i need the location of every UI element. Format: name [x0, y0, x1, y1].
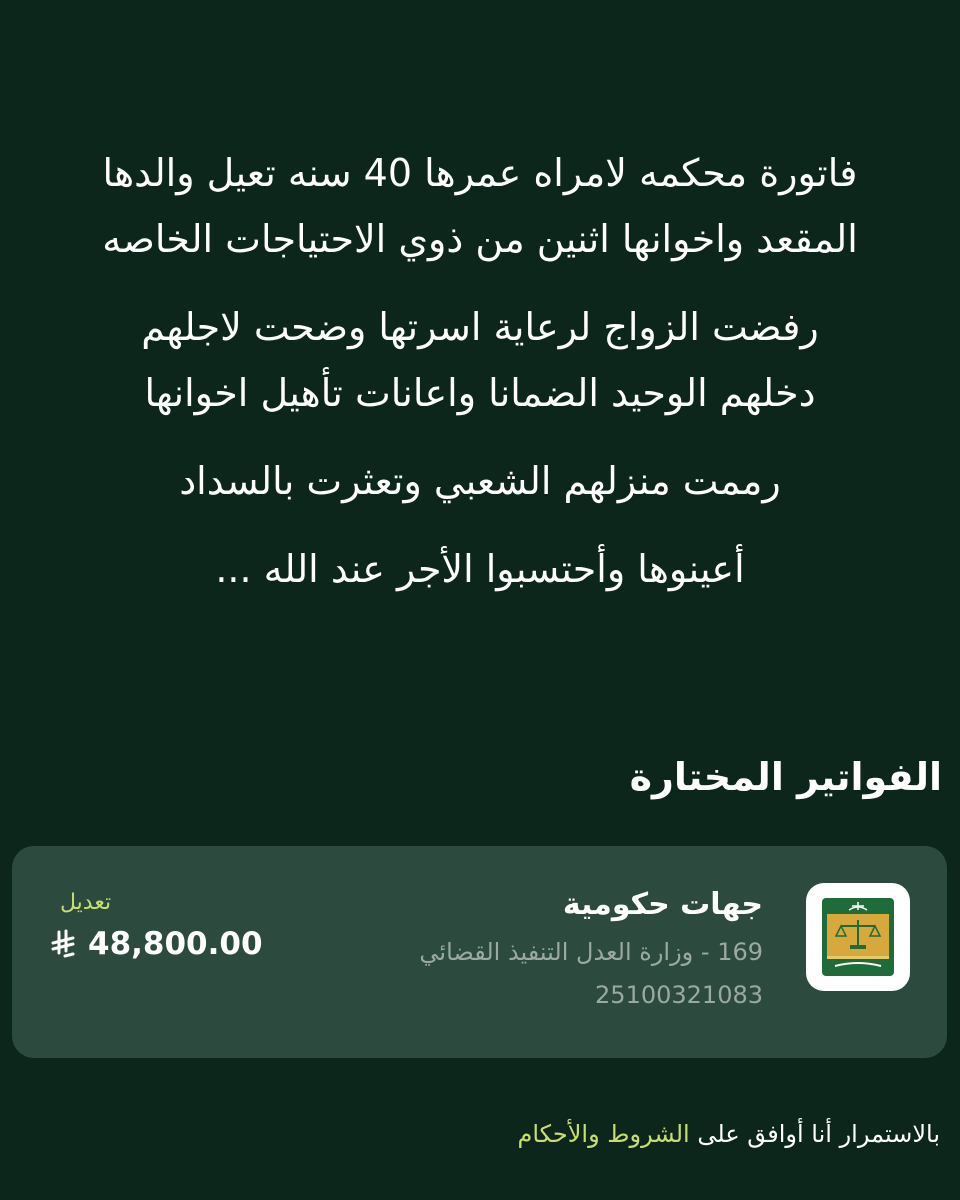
message-line: فاتورة محكمه لامراه عمرها 40 سنه تعيل والدها [102, 151, 858, 195]
terms-prefix: بالاستمرار أنا أوافق على [689, 1120, 940, 1148]
bill-card[interactable] [12, 846, 947, 1058]
bill-amount-block [50, 888, 350, 964]
terms-link[interactable]: الشروط والأحكام [517, 1120, 690, 1148]
saudi-riyal-icon [50, 929, 76, 959]
bill-amount: 48,800.00 [88, 926, 263, 962]
message-line: دخلهم الوحيد الضمانا واعانات تأهيل اخوانها [144, 371, 816, 415]
section-title: الفواتير المختارة [629, 755, 942, 799]
message-paragraph [40, 140, 920, 272]
message-paragraph [40, 294, 920, 426]
ministry-of-justice-logo [806, 883, 910, 991]
message-paragraph [40, 448, 920, 514]
message-line: رممت منزلهم الشعبي وتعثرت بالسداد [179, 459, 781, 503]
message-line: رفضت الزواج لرعاية اسرتها وضحت لاجلهم [141, 305, 819, 349]
message-line: المقعد واخوانها اثنين من ذوي الاحتياجات الخاصه [102, 217, 858, 261]
message-block [40, 140, 920, 624]
bill-info [343, 882, 763, 1016]
bill-number: 25100321083 [595, 981, 763, 1009]
bill-description: 169 - وزارة العدل التنفيذ القضائي [419, 938, 763, 966]
biller-name: جهات حكومية [562, 887, 763, 922]
message-paragraph [40, 536, 920, 602]
message-line: أعينوها وأحتسبوا الأجر عند الله ... [215, 547, 745, 591]
amount-row [50, 924, 350, 964]
ministry-of-justice-logo-icon [819, 896, 897, 978]
terms-notice [517, 1114, 940, 1154]
edit-button[interactable]: تعديل [60, 890, 112, 915]
